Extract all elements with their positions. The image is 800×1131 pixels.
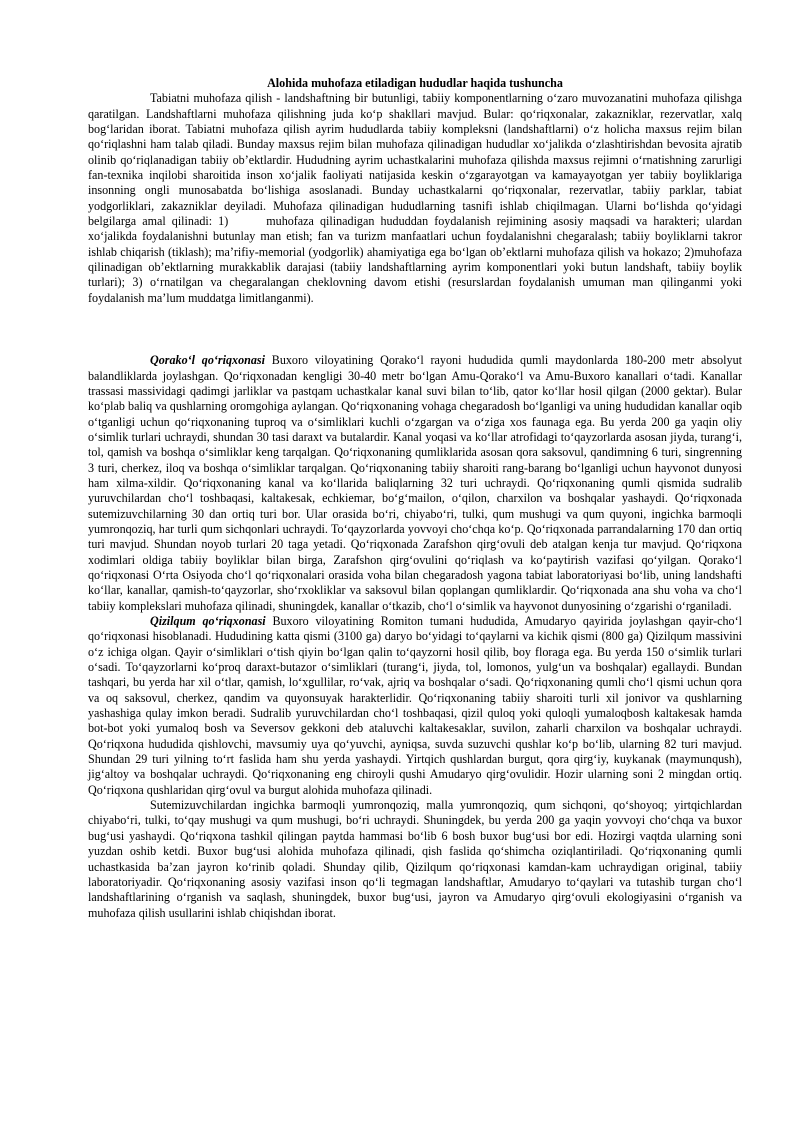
qorakol-paragraph [88, 353, 742, 614]
qorakol-reserve-name: Qorakoʻl qoʻriqxonasi [150, 353, 265, 368]
qizilqum-text: Buxoro viloyatining Romiton tumani hududida, Amudaryo qayirida joylashgan qayir-choʻl qoʻriqxonasi hisoblanadi. Hududining katta qismi (3100 ga) daryo boʻyidagi toʻqaylarni va kichik qismi (800 ga) Qizilqum massivini oʻz ichiga olgan. Qayir oʻsimliklari oʻtish qiyin boʻlgan qalin toʻqayzorni hosil qilib, boy floraga ega. Bu yerda 150 oʻsimlik turlari oʻsadi. Toʻqayzorlarni koʻproq daraxt-butazor oʻsimliklari (turangʻi, jiyda, tol, lomonos, yulgʻun va boshqalar) egallaydi. Bundan tashqari, bu yerda har xil oʻtlar, qamish, loʻxgullilar, roʻvak, ajriq va boshqalar oʻsadi. Qoʻriqxonaning qumli choʻl qismi uchun qora va oq saksovul, cherkez, qandim va quyonsuyak harakterlidir. Qoʻriqxonaning tabiiy sharoiti turli xil jonivor va qushlarning yashashiga qulay imkon beradi. Sudralib yuruvchilardan choʻl toshbaqasi, qizil quloq yoki quloqli yumaloqbosh kaltakesak hamda bot-bot yoki yumaloq bosh va Seversov gekkoni deb ataluvchi kaltakesaklar, suvilon, zaharli charxilon va boshqalar uchraydi. Qoʻriqxona hududida qishlovchi, mavsumiy uya qoʻyuvchi, ayniqsa, suvda suzuvchi qushlar koʻp boʻlib, ularning 82 turi mavjud. Shundan 29 turi yilning toʻrt faslida ham shu yerda yashaydi. Yirtqich qushlardan burgut, qora qirgʻiy, kuykanak (maymunqush), jigʻaltoy va boshqalar uchraydi. Qoʻriqxonaning eng chiroyli qushi Amudaryo qirgʻovulidir. Hozir ularning soni 2 mingdan ortiq. Qoʻriqxona qushlaridan qirgʻovul va burgut alohida muhofaza qilinadi. [88, 614, 742, 797]
intro-text-part2: muhofaza qilinadigan hududdan foydalanish rejimining asosiy maqsadi va harakteri; ulardan xoʻjalikda foydalanishni butunlay man etish; fan va turizm manfaatlari uchun foydalanishni chegaralash; tabiiy boyliklarni takror ishlab chiqarish (tiklash); maʼrifiy-memorial (yodgorlik) ahamiyatiga ega boʻlgan obʼektlarni muhofaza qilish va hokazo; 2)muhofaza qilinadigan obʼektlarning murakkablik darajasi (tabiiy landshaftlarning ayrim komponentlari yoki butun landshaft, tabiiy boylik turlari); 3) oʻrnatilgan va chegaralangan cheklovning davom etishi (resurslardan foydalanish umuman man qilinganmi yoki foydalanish maʼlum muddatga limitlanganmi). [88, 214, 742, 305]
document-page [88, 76, 742, 921]
intro-text-part1: Tabiatni muhofaza qilish - landshaftning bir butunligi, tabiiy komponentlarning oʻzaro muvozanatini muhofaza qilishga qaratilgan. Landshaftlarni muhofaza qilishning juda koʻp shakllari mavjud. Bular: qoʻriqxonalar, zakazniklar, rezervatlar, xalq bogʻlaridan iborat. Tabiatni muhofaza qilish ayrim hududlarda tabiiy kompleksni (landshaftlarni) oʻz holicha maxsus rejim bilan qoʻriqlashni ham talab qiladi. Bunday maxsus rejim bilan muhofaza qilinadigan hududlar xoʻjalikda oʻzlashtirishdan bevosita ajratib olinib qoʻriqlanadigan tabiiy obʼektlardir. Hududning ayrim uchastkalarini muhofaza qilishda maxsus rejimni oʻrnatishning zarurligi fan-texnika inqilobi sharoitida inson xoʻjalik faoliyati natijasida keskin oʻzgarayotgan va kamayayotgan yer tabiiy boyliklariga insonning ongli munosabatda boʻlishiga asoslanadi. Bunday uchastkalarni qoʻriqxonalar, rezervatlar, tabiiy parklar, tabiat yodgorliklari, zakazniklar deyiladi. Muhofaza qilinadigan hududlarning tasnifi ishlab chiqilmagan. Ularni boʻlishda qoʻyidagi belgilarga amal qilinadi: 1) [88, 91, 742, 229]
intro-paragraph [88, 91, 742, 306]
mammals-paragraph: Sutemizuvchilardan ingichka barmoqli yumronqoziq, malla yumronqoziq, qum sichqoni, qoʻshoyoq; yirtqichlardan chiyaboʻri, tulki, toʻqay mushugi va qum mushugi, boʻri uchraydi. Shuningdek, bu yerda 200 ga yaqin yovvoyi choʻchqa va buxor bugʻusi yashaydi. Qoʻriqxona tashkil qilingan paytda hammasi boʻlib 6 bosh buxor bugʻusi bor edi. Hozirgi vaqtda ularning soni yuzdan oshib ketdi. Buxor bugʻusi alohida muhofaza qilinadi, qish faslida qoʻshimcha oziqlantiriladi. Qoʻriqxonaning qumli uchastkasida baʼzan jayron koʻrinib qoladi. Shunday qilib, Qizilqum qoʻriqxonasi kamdan-kam uchraydigan original, tabiiy laboratoriyadir. Qoʻriqxonaning asosiy vazifasi inson qoʻli tegmagan landshaftlar, Amudaryo toʻqaylari va tutashib turgan choʻl landshaftlarining oʻrganish va saqlash, shuningdek, buxor bugʻusi, jayron va Amudaryo qirgʻovuli ekologiyasini oʻrganish va muhofaza qilish usullarini ishlab chiqishdan iborat. [88, 798, 742, 920]
page-title: Alohida muhofaza etiladigan hududlar haqida tushuncha [267, 76, 563, 90]
qizilqum-reserve-name: Qizilqum qoʻriqxonasi [150, 614, 266, 628]
qorakol-text: Buxoro viloyatining Qorakoʻl rayoni hududida qumli maydonlarda 180-200 metr absolyut balandliklarda joylashgan. Qoʻriqxonadan kengligi 30-40 metr boʻlgan Amu-Qorakoʻl va Amu-Buxoro kanallari oʻtadi. Kanallar trassasi massividagi qadimgi jarliklar va pastqam uchastkalar kanal suvi bilan toʻlib, qator koʻllar hosil qilgan (2000 gektar). Bular koʻplab baliq va qushlarning oromgohiga aylangan. Qoʻriqxonaning vohaga chegaradosh boʻlganligi va uning hududidan kanallar oqib oʻtganligi uchun qoʻriqxonaning tuproq va oʻsimliklari kuchli oʻzgargan va oʻziga xos faunaga ega. Bu yerda 200 ga yaqin oliy oʻsimlik turlari uchraydi, shundan 30 tasi daraxt va butalardir. Kanal yoqasi va koʻllar atrofidagi toʻqayzorlarda asosan jiyda, turangʻi, tol, qamish va boshqa oʻsimliklar keng tarqalgan. Qoʻriqxonaning qumliklarida asosan qora saksovul, qandimning 6 turi, singrenning 3 turi, cherkez, iloq va boshqa oʻsimliklar tarqalgan. Qoʻriqxonaning tabiiy sharoiti rang-barang boʻlganligi uchun hayvonot dunyosi ham xilma-xildir. Qoʻriqxonaning kanal va koʻllarida baliqlarning 32 turi uchraydi. Qoʻriqxonaning qumli qismida sudralib yuruvchilardan choʻl toshbaqasi, kaltakesak, echkiemar, boʻgʻmailon, oʻqilon, charxilon va boshqalar yashaydi. Qoʻriqxonada sutemizuvchilarning 30 dan ortiq turi bor. Ular orasida boʻri, chiyaboʻri, tulki, qum mushugi va qum quyoni, ingichka barmoqli yumronqoziq, har turli qum sichqonlari uchraydi. Toʻqayzorlarda yovvoyi choʻchqa koʻp. Qoʻriqxonada parrandalarning 170 dan ortiq turi mavjud. Shundan noyob turlari 20 taga yetadi. Qoʻriqxonada Zarafshon qirgʻovuli deb atalgan kenja tur mavjud. Qoʻriqxona xodimlari oldiga tabiiy boyliklar bilan birga, Zarafshon qirgʻovulini qoʻriqlash va koʻpaytirish vazifasi qoʻyilgan. Qorakoʻl qoʻriqxonasi Oʻrta Osiyoda choʻl qoʻriqxonalari orasida voha bilan chegaradosh yagona tabiat laboratoriyasi boʻlib, uning landshafti koʻllar, kanallar, qamish-toʻqayzorlar, shoʻrxokliklar va saksovul bilan qoplangan qumliklardir. Qoʻriqxonada ana shu voha va choʻl tabiiy komplekslari muhofaza qilinadi, shuningdek, kanallar oʻtkazib, choʻl oʻsimlik va hayvonot dunyosining oʻzgarishi oʻrganiladi. [88, 353, 742, 613]
qizilqum-paragraph [88, 614, 742, 798]
